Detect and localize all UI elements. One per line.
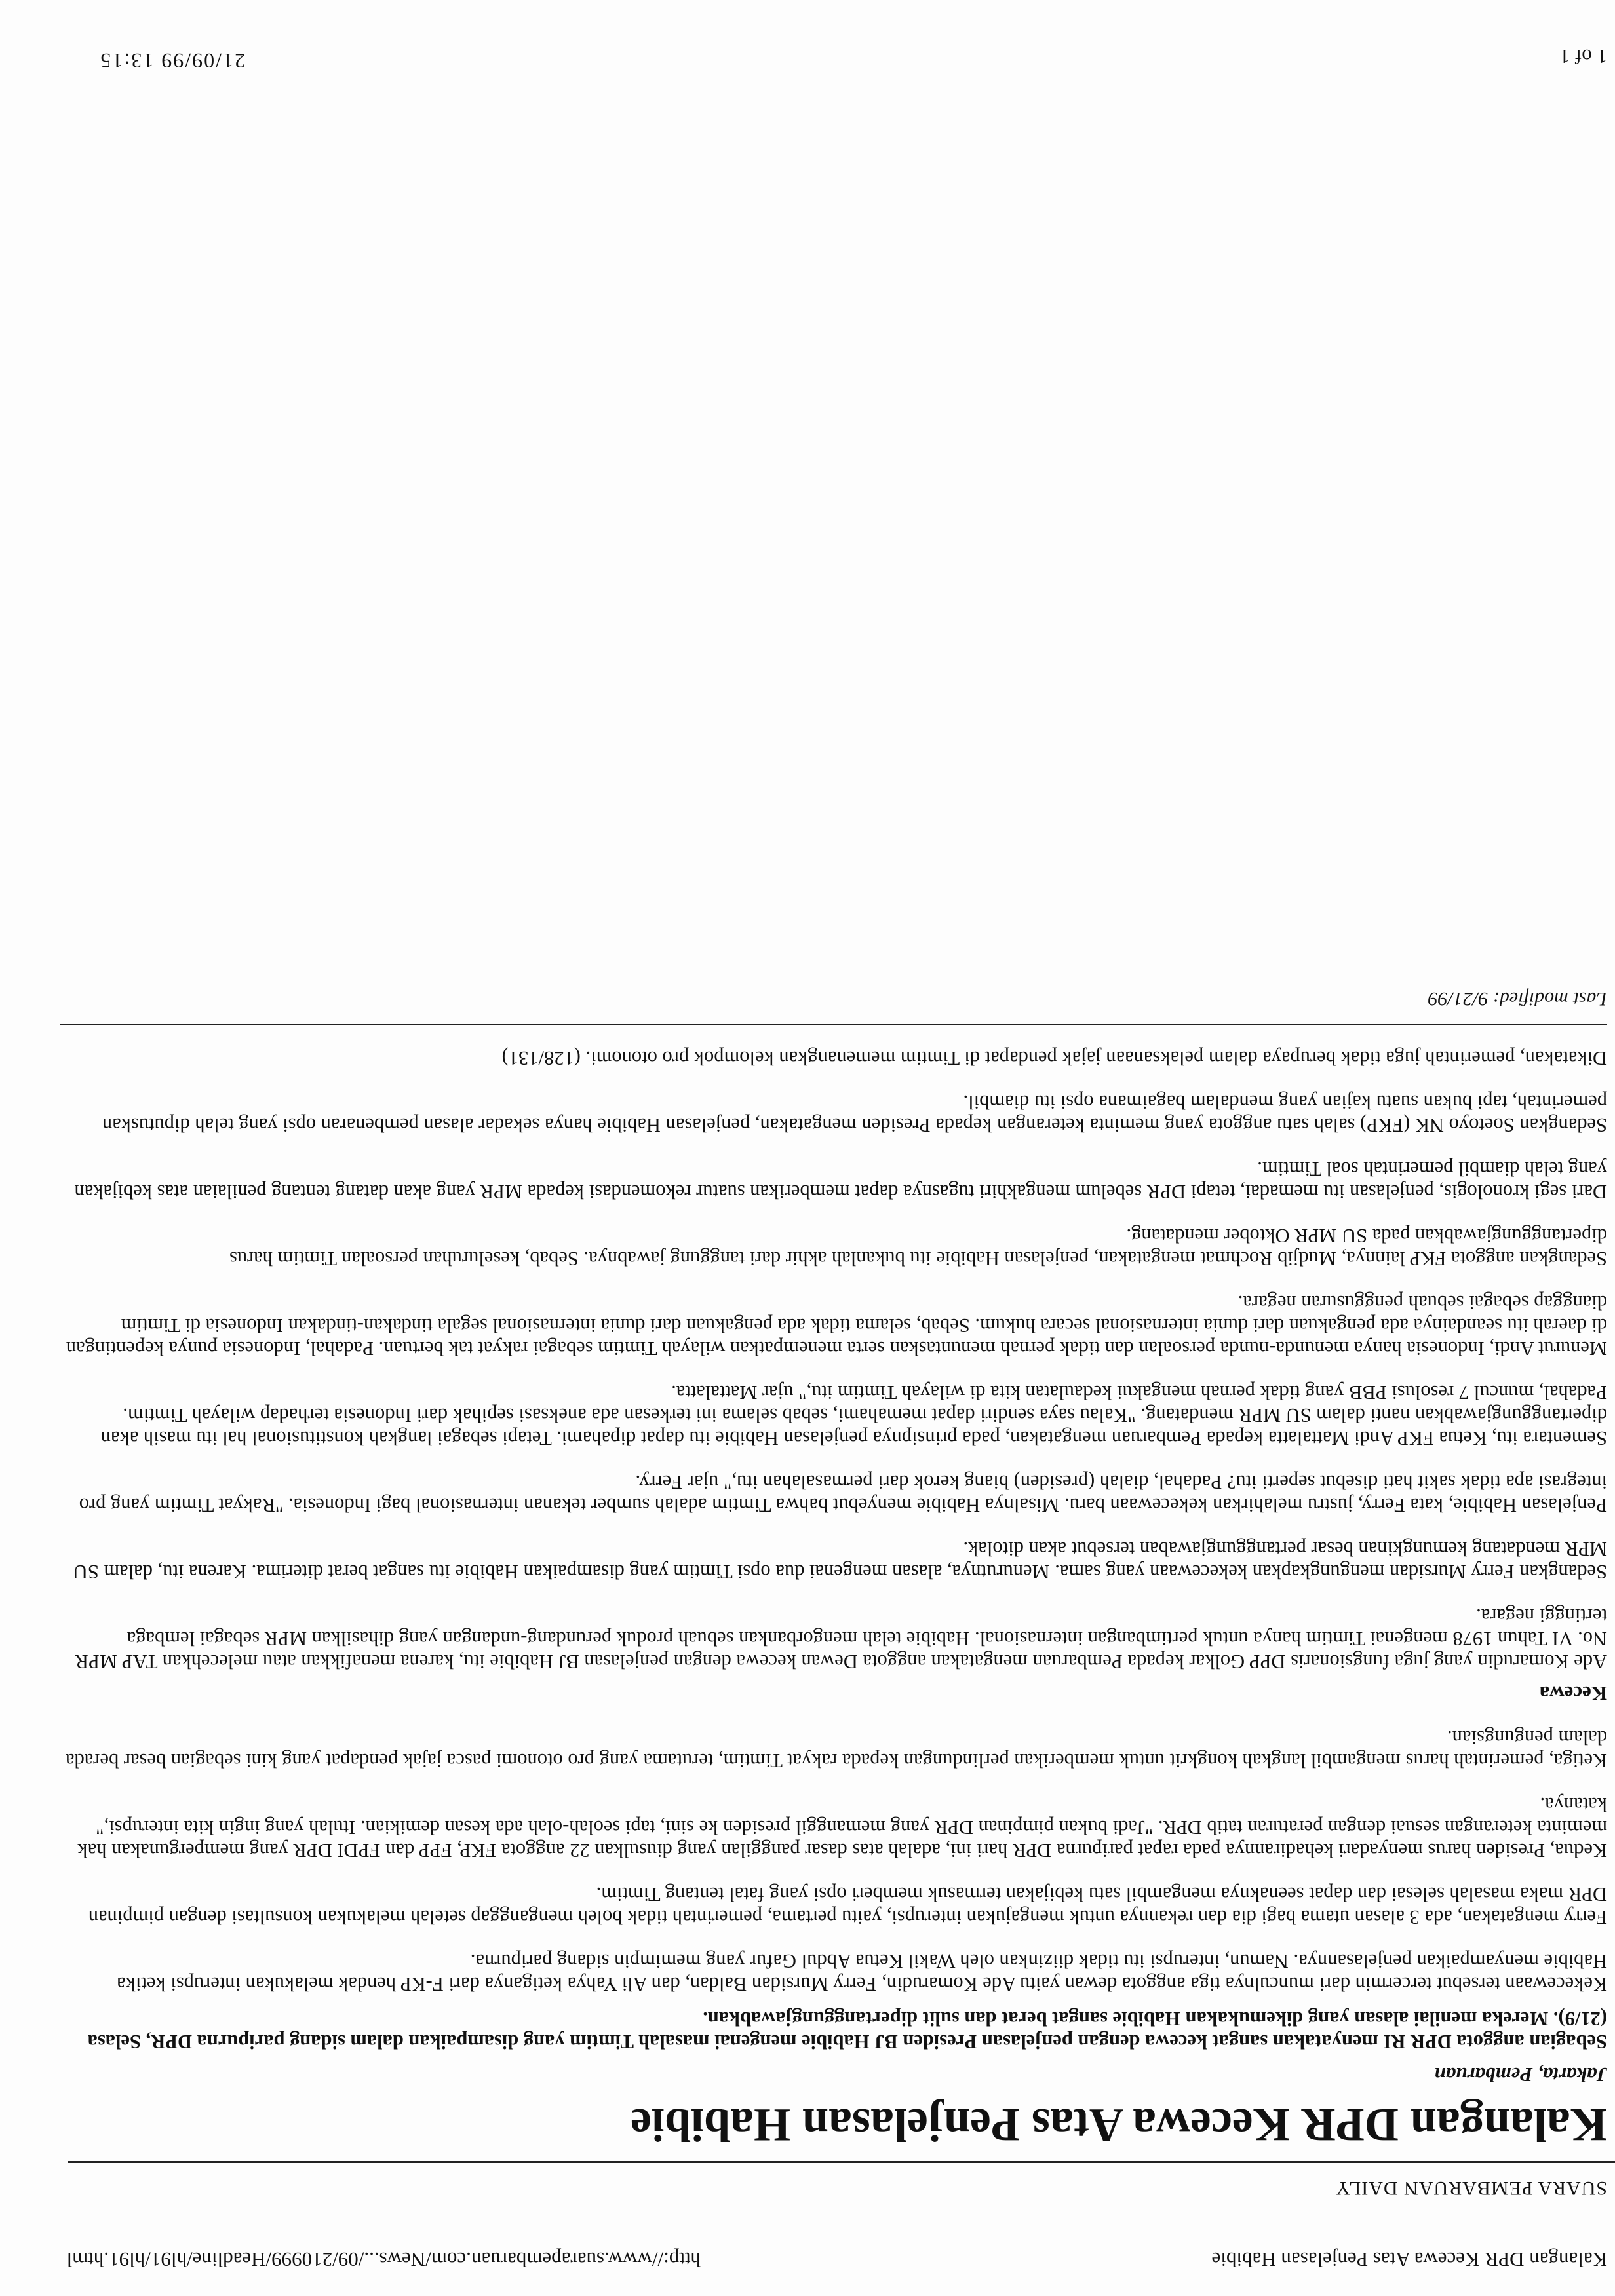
article-paragraph: Sedangkan Soetoyo NK (FKP) salah satu anggota yang meminta keterangan kepada Presiden mengatakan, penjelasan Habibie hanya sekadar alasan pembenaran opsi yang telah diputuskan pemerintah, tapi bukan suatu kajian yang mendalam bagaimana opsi itu diambil. [102, 1091, 1607, 1136]
article-lead: Sebagian anggota DPR RI menyatakan sangat kecewa dengan penjelasan Presiden BJ Habibie mengenai masalah Timtim yang disampaikan dalam sidang paripurna DPR, Selasa (21/9). Mereka menilai alasan yang dikemukakan Habibie sangat berat dan sulit dipertanggungjawabkan. [87, 2008, 1607, 2053]
article-headline: Kalangan DPR Kecewa Atas Penjelasan Habibie [631, 2099, 1607, 2151]
article-paragraph: Ade Komarudin yang juga fungsionaris DPP Golkar kepada Pembaruan mengatakan anggota Dewan kecewa dengan penjelasan BJ Habibie itu, karena menafikkan atau melecehkan TAP MPR No. VI Tahun 1978 mengenai Timtim hanya untuk pertimbangan internasional. Habibie telah mengorbankan sebuah produk perundang-undangan yang dihasilkan MPR sebagai lembaga tertinggi negara. [75, 1605, 1607, 1673]
browser-header-title: Kalangan DPR Kecewa Atas Penjelasan Habibie [1211, 2248, 1607, 2271]
page-counter: 1 of 1 [1559, 45, 1607, 68]
article-paragraph: Ketiga, pemerintah harus mengambil langkah kongkrit untuk memberikan perlindungan kepada rakyat Timtim, terutama yang pro otonomi pasca jajak pendapat yang kini sebagian besar berada dalam pengungsian. [65, 1727, 1607, 1772]
article-paragraph: Sementara itu, Ketua FKP Andi Mattalatta kepada Pembaruan mengatakan, pada prinsipnya penjelasan Habibie itu dapat dipahami. Tetapi sebagai langkah konstitusional hal itu masih akan dipertanggungjawabkan nanti dalam SU MPR mendatang. "Kalau saya sendiri dapat memahami, sebab selama ini terkesan ada aneksasi sepihak dari Indonesia terhadap wilayah Timtim. Padahal, muncul 7 resolusi PBB yang tidak pernah mengakui kedaulatan kita di wilayah Timtim itu," ujar Mattalatta. [100, 1381, 1607, 1449]
article-dateline: Jakarta, Pembaruan [1434, 2063, 1607, 2086]
section-subhead: Kecewa [1539, 1682, 1607, 1705]
article-paragraph: Dari segi kronologis, penjelasan itu memadai, tetapi DPR sebelum mengakhiri tugasnya dapat memberikan suatur rekomendasi kepada MPR yang akan datang tentang penilaian atas kebijakan yang telah diambil pemerintah soal Timtim. [74, 1158, 1607, 1203]
paragraph-group-1 [57, 1726, 1607, 1995]
paragraph-group-2 [57, 1046, 1607, 1673]
browser-header-url: http://www.suarapembaruan.com/News.../09/210999/Headline/hl91/hl91.html [66, 2248, 701, 2271]
print-timestamp: 21/09/99 13:15 [99, 49, 245, 73]
article-paragraph: Kedua, Presiden harus menyadari kehadirannya pada rapat paripurna DPR hari ini, adalah atas dasar panggilan yang diusulkan 22 anggota FKP, FPP dan FPDI DPR yang mempergunakan hak meminta keterangan sesuai dengan peraturan tatib DPR. "Jadi bukan pimpinan DPR yang memanggil presiden ke sini, tapi seolah-olah ada kesan demikian. Itulah yang ingin kita interupsi," katanya. [77, 1793, 1607, 1862]
article-paragraph: Sedangkan Ferry Mursidan mengungkapkan kekecewaan yang sama. Menurutnya, alasan mengenai dua opsi Timtim yang disampaikan Habibie itu sangat berat diterima. Karena itu, dalam SU MPR mendatang kemungkinan besar pertanggungjawaban tersebut akan ditolak. [73, 1538, 1607, 1583]
article-paragraph: Dikatakan, pemerintah juga tidak berupaya dalam pelaksanaan jajak pendapat di Timtim memenangkan kelompok pro otonomi. (128/131) [501, 1047, 1607, 1069]
article-paragraph: Sedangkan anggota FKP lainnya, Mudjib Rochmat mengatakan, penjelasan Habibie itu bukanlah akhir dari tanggung jawabnya. Sebab, keseluruhan persoalan Timtim harus dipertanggungjawabkan pada SU MPR Oktober mendatang. [229, 1225, 1607, 1270]
footer-divider [60, 1024, 1607, 1025]
article-paragraph: Kekecewaan tersebut tercermin dari munculnya tiga anggota dewan yaitu Ade Komarudin, Ferry Mursidan Baldan, dan Ali Yahya ketiganya dari F-KP hendak melakukan interupsi ketika Habibie menyampaikan penjelasannya. Namun, interupsi itu tidak diizinkan oleh Wakil Ketua Abdul Gafur yang memimpin sidang paripurna. [117, 1950, 1607, 1995]
article-paragraph: Penjelasan Habibie, kata Ferry, justru melahirkan kekecewaan baru. Misalnya Habibie menyebut bahwa Timtim adalah sumber tekanan internasional bagi Indonesia. "Rakyat Timtim yang pro integrasi apa tidak sakit hati disebut seperti itu? Padahal, dialah (presiden) biang kerok dari permasalahan itu," ujar Ferry. [79, 1471, 1607, 1516]
article-paragraph: Ferry mengatakan, ada 3 alasan utama bagi dia dan rekannya untuk mengajukan interupsi, yaitu pertama, pemerintah tidak boleh menganggap setelah melakukan konsultasi dengan pimpinan DPR maka masalah selesai dan dapat seenaknya mengambil satu kebijakan termasuk memberi opsi yang fatal tentang Timtim. [88, 1883, 1607, 1928]
article-body [57, 987, 1607, 2153]
header-divider [68, 2161, 1615, 2163]
publication-name: SUARA PEMBARUAN DAILY [1335, 2177, 1607, 2199]
article-paragraph: Menurut Andi, Indonesia hanya menunda-nunda persoalan dan tidak pernah menuntaskan serta menempatkan wilayah Timtim sebagai rakyat tak bertuan. Padahal, Indonesia punya kepentingan di daerah itu seandainya ada pengakuan dari dunia internasional secara hukum. Sebab, selama tidak ada pengakuan dari dunia internasional segala tindakan-tindakan Indonesia di Timtim dianggap sebagai sebuah penggusuran negara. [66, 1292, 1607, 1360]
last-modified: Last modified: 9/21/99 [1428, 988, 1607, 1010]
